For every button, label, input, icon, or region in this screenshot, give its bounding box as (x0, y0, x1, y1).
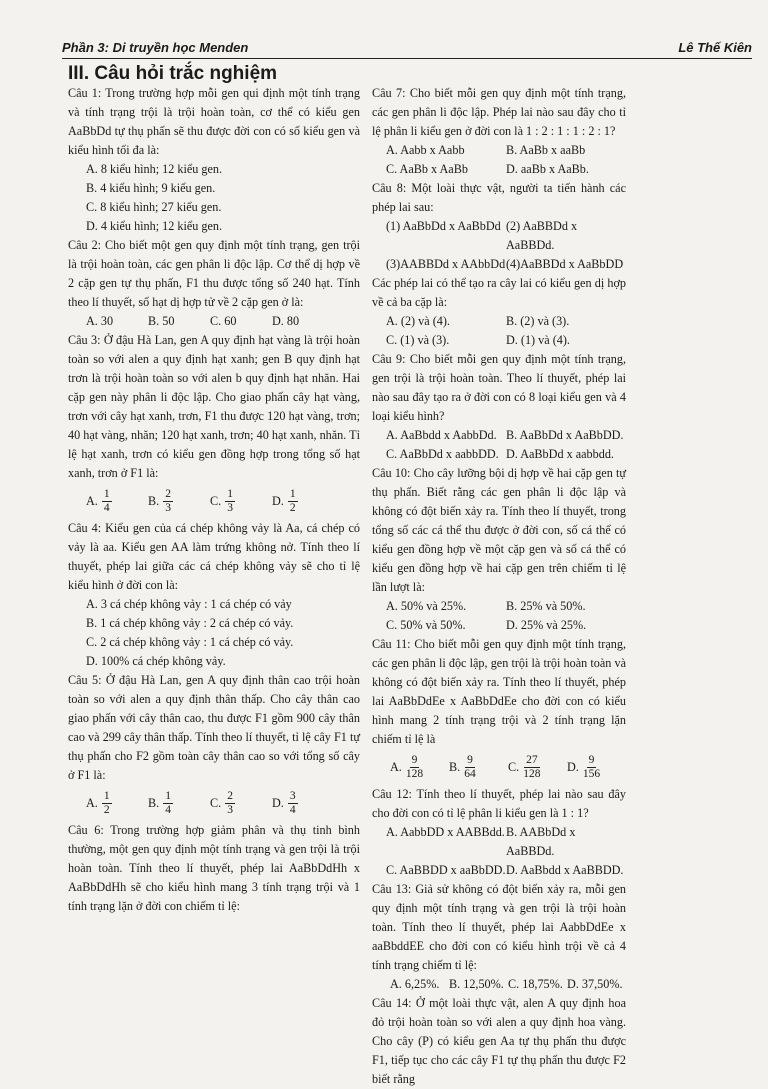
q12-options-row1 (372, 823, 626, 861)
q7-options-row1 (372, 141, 626, 160)
chapter-title: Phần 3: Di truyền học Menden (62, 40, 249, 55)
q11-options (372, 749, 626, 785)
q12-options-row2 (372, 861, 626, 880)
q13-option-c: C. 18,75%. (508, 977, 563, 991)
question-2: Câu 2: Cho biết một gen quy định một tính trạng, gen trội là trội hoàn toàn, các gen phân li độc lập. Cơ thể dị hợp về 2 cặp gen tự thụ phấn, F1 thu được tổng số 240 hạt. Tính theo lí thuyết, số hạt dị hợp tử về 2 cặp gen ở là: (68, 238, 360, 309)
q7-options-row2 (372, 160, 626, 179)
q1-option-a: A. 8 kiểu hình; 12 kiểu gen. (86, 162, 223, 176)
question-9: Câu 9: Cho biết mỗi gen quy định một tính trạng, gen trội là trội hoàn toàn. Theo lí thuyết, phép lai nào sau đây tạo ra ở đời con có 8 loại kiểu gen và 4 loại kiểu hình? (372, 352, 626, 423)
q5-options (68, 785, 360, 821)
question-14: Câu 14: Ở một loài thực vật, alen A quy định hoa đỏ trội hoàn toàn so với alen a quy định hoa vàng. Cho cây (P) có kiểu gen Aa tự thụ phấn thu được F1, tiếp tục cho các cây F1 tự thụ phấn thu được F2 biết rằng (372, 996, 626, 1086)
q2-options (68, 312, 360, 331)
q3-option-b: B. $\frac{2}{3}$ (148, 487, 171, 514)
q2-option-a: A. 30 (86, 314, 114, 328)
section-title: III. Câu hỏi trắc nghiệm (68, 63, 278, 84)
q8-option-a: A. (2) và (4). (386, 314, 450, 328)
q3-option-a: A. $\frac{1}{4}$ (86, 487, 110, 514)
q13-option-a: A. 6,25%. (390, 977, 440, 991)
q8-option-c: C. (1) và (3). (386, 333, 450, 347)
q7-option-c: C. AaBb x AaBb (386, 162, 468, 176)
question-5: Câu 5: Ở đậu Hà Lan, gen A quy định thân cao trội hoàn toàn so với alen a quy định thân thấp. Cho cây thân cao giao phấn với cây thân cao, thu được F1 gồm 900 cây thân cao và 299 cây thân thấp. Tính theo lí thuyết, tỉ lệ cây F1 tự thụ phấn cho F2 gồm toàn cây thân cao so với tổng số cây ở F1 là: (68, 673, 360, 782)
question-8: Câu 8: Một loài thực vật, người ta tiến hành các phép lai sau: (372, 181, 626, 214)
q9-options-row2 (372, 445, 626, 464)
q4-option-d: D. 100% cá chép không vảy. (86, 654, 226, 668)
q4-option-a: A. 3 cá chép không vảy : 1 cá chép có vảy (86, 597, 292, 611)
question-10: Câu 10: Cho cây lưỡng bội dị hợp về hai cặp gen tự thụ phấn. Biết rằng các gen phân li độc lập và không có đột biến xảy ra. Tính theo lí thuyết, trong tổng số các cá thể thu được ở đời con, số cá thể có kiểu gen đồng hợp về một cặp gen và số cá thể có kiểu gen đồng hợp về hai cặp gen trên chiếm tỉ lệ lần lượt là: (372, 466, 626, 594)
q8-option-b: B. (2) và (3). (506, 314, 570, 328)
q3-option-d: D. $\frac{1}{2}$ (272, 487, 296, 514)
question-12: Câu 12: Tính theo lí thuyết, phép lai nào sau đây cho đời con có tỉ lệ phân li kiểu gen là 1 : 1? (372, 787, 626, 820)
q11-option-b: B. $\frac{9}{64}$ (449, 753, 476, 780)
q2-option-d: D. 80 (272, 314, 300, 328)
left-column (68, 84, 360, 916)
q5-option-c: C. $\frac{2}{3}$ (210, 789, 233, 816)
q11-option-a: A. $\frac{9}{128}$ (390, 753, 424, 780)
question-7: Câu 7: Cho biết mỗi gen quy định một tính trạng, các gen phân li độc lập. Phép lai nào sau đây cho tỉ lệ phân li kiểu gen ở đời con là 1 : 2 : 1 : 1 : 2 : 1? (372, 86, 626, 138)
q12-option-b: B. AABbDd x AaBBDd. (506, 825, 576, 858)
question-13: Câu 13: Giả sử không có đột biến xảy ra, mỗi gen quy định một tính trạng và gen trội là trội hoàn toàn. Tính theo lí thuyết, phép lai AabbDdEe x aaBbddEE cho đời con có kiểu hình trội về cả 4 tính trạng chiếm tỉ lệ: (372, 882, 626, 972)
question-3: Câu 3: Ở đậu Hà Lan, gen A quy định hạt vàng là trội hoàn toàn so với alen a quy định hạt xanh; gen B quy định hạt trơn là trội hoàn toàn so với alen b quy định hạt nhăn. Hai cặp gen này phân li độc lập. Cho giao phấn cây hạt vàng, trơn với cây hạt xanh, trơn, F1 thu được 120 hạt vàng, trơn; 40 hạt vàng, nhăn; 120 hạt xanh, trơn; 40 hạt xanh, nhăn. Tỉ lệ hạt xanh, trơn có kiểu gen đồng hợp trong tổng số hạt xanh, trơn ở F1 là: (68, 333, 360, 480)
q3-option-c: C. $\frac{1}{3}$ (210, 487, 233, 514)
q8-crosses-row1 (372, 217, 626, 255)
q8-options-row1 (372, 312, 626, 331)
q9-options-row1 (372, 426, 626, 445)
q1-option-d: D. 4 kiểu hình; 12 kiểu gen. (86, 219, 223, 233)
q8-cross-4: (4)AaBBDd x AaBbDD (506, 257, 624, 271)
q10-options-row1 (372, 597, 626, 616)
author-name: Lê Thế Kiên (678, 40, 752, 55)
q13-option-d: D. 37,50%. (567, 977, 623, 991)
q8-cross-3: (3)AABBDd x AAbbDd (386, 257, 506, 271)
q12-option-a: A. AabbDD x AABBdd. (386, 825, 505, 839)
q2-option-b: B. 50 (148, 314, 175, 328)
q13-options (372, 975, 626, 994)
q9-option-b: B. AaBbDd x AaBbDD. (506, 428, 624, 442)
q10-option-c: C. 50% và 50%. (386, 618, 466, 632)
q11-option-c: C. $\frac{27}{128}$ (508, 753, 541, 780)
q10-option-d: D. 25% và 25%. (506, 618, 587, 632)
q10-option-b: B. 25% và 50%. (506, 599, 586, 613)
question-11: Câu 11: Cho biết mỗi gen quy định một tính trạng, các gen phân li độc lập, gen trội là trội hoàn toàn và không có đột biến xảy ra. Tính theo lí thuyết, phép lai AaBbDdEe x AaBbDdEe cho đời con có kiểu hình mang 2 tính trạng trội và 2 tính trạng lặn chiếm tỉ lệ là (372, 637, 626, 746)
page-header (62, 38, 752, 59)
q1-option-b: B. 4 kiểu hình; 9 kiểu gen. (86, 181, 216, 195)
q8-option-d: D. (1) và (4). (506, 333, 570, 347)
question-4: Câu 4: Kiểu gen của cá chép không vảy là Aa, cá chép có vảy là aa. Kiểu gen AA làm trứng không nở. Tính theo lí thuyết, phép lai giữa các cá chép không vảy sẽ cho tỉ lệ kiểu hình ở đời con là: (68, 521, 360, 592)
q9-option-d: D. AaBbDd x aabbdd. (506, 447, 614, 461)
q12-option-d: D. AaBbdd x AaBBDD. (506, 863, 624, 877)
q7-option-d: D. aaBb x AaBb. (506, 162, 589, 176)
q5-option-d: D. $\frac{3}{4}$ (272, 789, 296, 816)
right-column (372, 84, 626, 1089)
q9-option-c: C. AaBbDd x aabbDD. (386, 447, 499, 461)
q7-option-b: B. AaBb x aaBb (506, 143, 586, 157)
q1-option-c: C. 8 kiểu hình; 27 kiểu gen. (86, 200, 222, 214)
q4-option-b: B. 1 cá chép không vảy : 2 cá chép có vảy. (86, 616, 294, 630)
q11-option-d: D. $\frac{9}{156}$ (567, 753, 601, 780)
q3-options (68, 483, 360, 519)
q12-option-c: C. AaBBDD x aaBbDD. (386, 863, 506, 877)
q8-crosses-row2 (372, 255, 626, 274)
q10-option-a: A. 50% và 25%. (386, 599, 467, 613)
q8-options-row2 (372, 331, 626, 350)
q7-option-a: A. Aabb x Aabb (386, 143, 465, 157)
question-1: Câu 1: Trong trường hợp mỗi gen qui định một tính trạng và tính trạng trội là trội hoàn toàn, cơ thể có kiểu gen AaBbDd tự thụ phấn sẽ thu được đời con có số kiểu gen và kiểu hình tối đa là: (68, 86, 360, 157)
q9-option-a: A. AaBbdd x AabbDd. (386, 428, 497, 442)
q10-options-row2 (372, 616, 626, 635)
q8-cross-1: (1) AaBbDd x AaBbDd (386, 219, 501, 233)
question-8-stem: Các phép lai có thể tạo ra cây lai có kiểu gen dị hợp về cả ba cặp là: (372, 276, 626, 309)
q8-cross-2: (2) AaBBDd x AaBBDd. (506, 219, 578, 252)
q13-option-b: B. 12,50%. (449, 977, 504, 991)
q4-option-c: C. 2 cá chép không vảy : 1 cá chép có vảy. (86, 635, 294, 649)
q5-option-a: A. $\frac{1}{2}$ (86, 789, 110, 816)
q2-option-c: C. 60 (210, 314, 237, 328)
question-6: Câu 6: Trong trường hợp giảm phân và thụ tinh bình thường, một gen quy định một tính trạng và gen trội là trội hoàn toàn. Tính theo lí thuyết, phép lai AaBbDdHh x AaBbDdHh sẽ cho kiểu hình mang 3 tính trạng trội và 1 tính trạng lặn ở đời con chiếm tỉ lệ: (68, 823, 360, 913)
q5-option-b: B. $\frac{1}{4}$ (148, 789, 171, 816)
